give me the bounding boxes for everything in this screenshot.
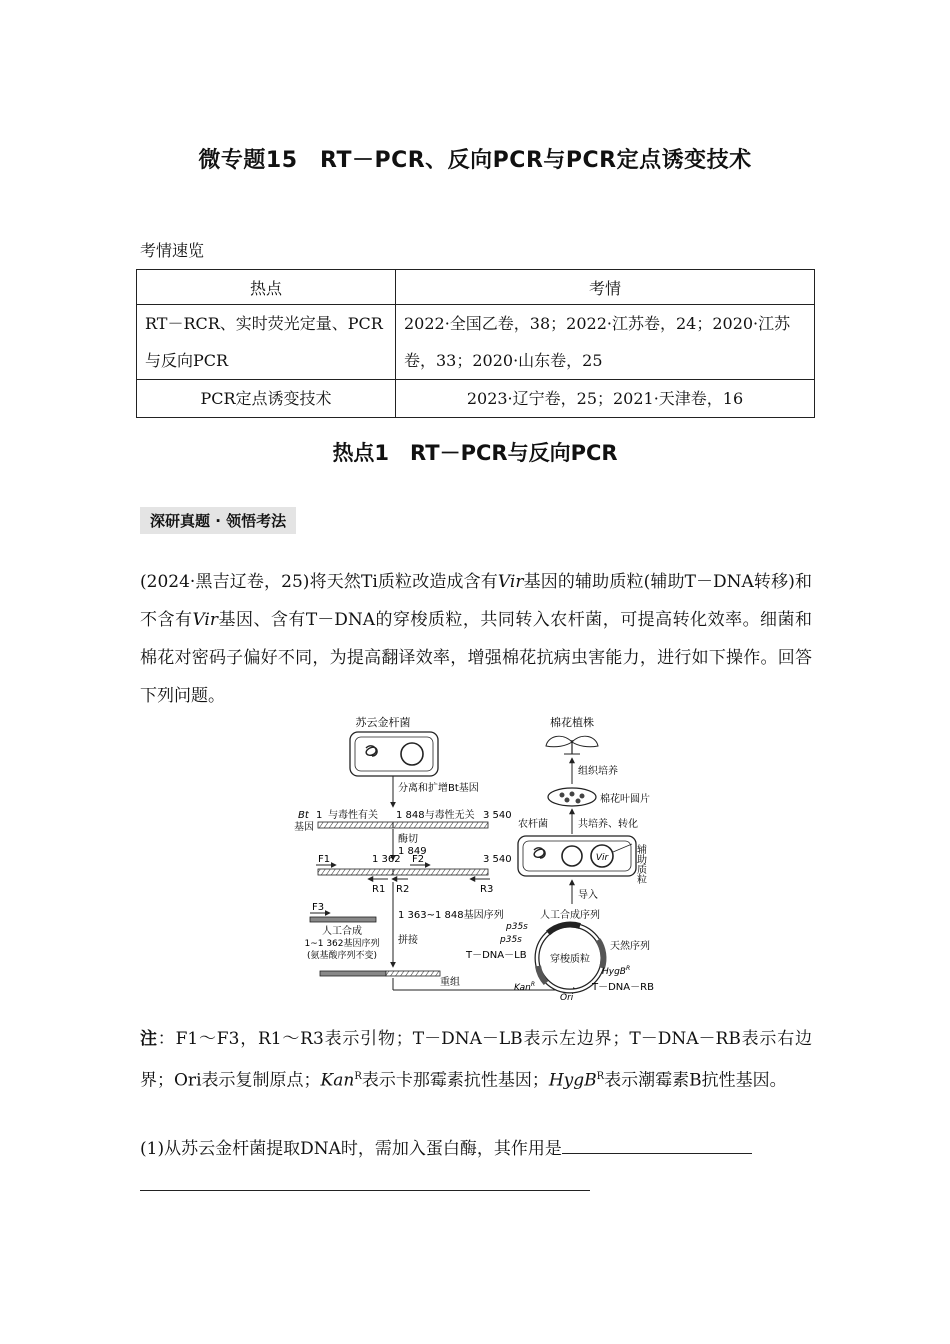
- label-ori: Ori: [560, 993, 574, 1002]
- label-import: 导入: [578, 890, 598, 901]
- label-synth: (氨基酸序列不变): [306, 951, 378, 961]
- label-p35s: p35s: [506, 922, 528, 932]
- question-stem: [140, 563, 812, 715]
- page-title: 微专题15 RT－PCR、反向PCR与PCR定点诱变技术: [198, 148, 752, 173]
- label-helper: 辅助质粒: [634, 844, 646, 884]
- label-nontoxic: 1 848与毒性无关: [396, 810, 475, 821]
- label-hygb: HygB$^R$: [602, 965, 631, 977]
- label-cotton: 棉花植株: [550, 716, 594, 729]
- pos-label: 1 362: [372, 854, 401, 865]
- recombined-gene-bar: [386, 971, 440, 976]
- label-splice: 拼接: [398, 935, 418, 946]
- label-vir: Vir: [595, 853, 609, 863]
- primer-f1: F1: [318, 854, 331, 865]
- label-tissue: 组织培养: [578, 766, 618, 777]
- overview-table: [136, 269, 815, 418]
- answer-blank[interactable]: [140, 1190, 590, 1191]
- section-tag: 深研真题 · 领悟考法: [140, 507, 296, 534]
- synth-bar: [310, 917, 376, 922]
- label-agro: 农杆菌: [518, 819, 548, 830]
- gene-vir: Vir: [497, 572, 524, 592]
- label-rb: T－DNA－RB: [592, 982, 654, 993]
- table-header-row: [137, 270, 815, 305]
- table-cell: 2023·辽宁卷，25；2021·天津卷，16: [396, 380, 815, 418]
- table-header: 热点: [137, 270, 396, 305]
- note-sup: R: [354, 1071, 362, 1082]
- label-natural-seq: 天然序列: [610, 941, 650, 952]
- table-cell: PCR定点诱变技术: [137, 380, 396, 418]
- label-step1: 分离和扩增Bt基因: [398, 783, 479, 794]
- question-1: [140, 1130, 812, 1168]
- note-hyg: HygB: [548, 1070, 597, 1091]
- cotton-plant-icon: [546, 736, 598, 754]
- note-text: 表示潮霉素B抗性基因。: [604, 1070, 787, 1091]
- pos-label: 1: [316, 810, 323, 821]
- label-toxic: 与毒性有关: [328, 810, 378, 821]
- primer-bar: [318, 869, 488, 875]
- stem-text: (2024·黑吉辽卷，25)将天然Ti质粒改造成含有: [140, 572, 498, 592]
- table-cell: 2022·全国乙卷，38；2022·江苏卷，24；2020·江苏卷，33；2020·山东卷，25: [396, 305, 815, 380]
- pos-label: 3 540: [483, 810, 512, 821]
- stem-text: 基因、含有T－DNA的穿梭质粒，共同转入农杆菌，可提高转化效率。细菌和棉花对密码子偏好不同，为提高翻译效率，增强棉花抗病虫害能力，进行如下操作。回答下列问题。: [140, 610, 813, 706]
- pos-label: 1 849: [398, 846, 427, 857]
- label-synth: 1~1 362基因序列: [304, 939, 380, 949]
- gene-vir: Vir: [192, 610, 218, 630]
- primer-f2: F2: [412, 854, 425, 865]
- label-kan: Kan$^R$: [514, 981, 535, 993]
- label-seq: 1 363~1 848基因序列: [398, 910, 504, 921]
- table-row: [137, 305, 815, 380]
- note-text: 表示卡那霉素抗性基因；: [361, 1070, 549, 1091]
- label-coculture: 共培养、转化: [578, 819, 638, 830]
- table-header: 考情: [396, 270, 815, 305]
- primer-r3: R3: [480, 884, 494, 895]
- label-enzyme: 酶切: [398, 834, 418, 845]
- dish: [350, 732, 438, 776]
- experiment-figure: [280, 712, 670, 1002]
- table-row: [137, 380, 815, 418]
- label-lb: T－DNA－LB: [466, 950, 527, 961]
- leaf-disc-dish: [548, 788, 596, 806]
- note-text: ：F1～F3，R1～R3表示引物；T－DNA－LB表示左边界；T－DNA－RB表示右边界；Ori表示复制原点；: [140, 1029, 812, 1091]
- stem-text: 基因的辅助质粒(辅助T－DNA转移)和不含有: [140, 572, 812, 630]
- label-gene: 基因: [294, 822, 314, 833]
- label-bacterium: 苏云金杆菌: [355, 716, 411, 729]
- primer-f3: F3: [312, 902, 325, 913]
- question-1-text: (1)从苏云金杆菌提取DNA时，需加入蛋白酶，其作用是: [140, 1139, 562, 1159]
- label-art-seq: 人工合成序列: [540, 910, 600, 921]
- table-cell: RT－RCR、实时荧光定量、PCR与反向PCR: [137, 305, 396, 380]
- overview-label: 考情速览: [140, 241, 205, 260]
- label-leaf-disc: 棉花叶圆片: [600, 794, 650, 805]
- label-recomb: 重组: [440, 977, 460, 988]
- shuttle-plasmid-icon: [562, 846, 582, 866]
- label-bt: Bt: [298, 810, 309, 821]
- answer-blank[interactable]: [562, 1152, 752, 1154]
- label-synth: 人工合成: [322, 926, 362, 937]
- label-shuttle: 穿梭质粒: [550, 954, 590, 965]
- primer-r1: R1: [372, 884, 386, 895]
- bt-gene-bar: [318, 822, 488, 828]
- label-p35s: p35s: [500, 935, 522, 945]
- note-kan: Kan: [320, 1070, 355, 1091]
- plasmid-icon: [401, 743, 423, 765]
- note-sup: R: [596, 1071, 605, 1082]
- section-heading: 热点1 RT－PCR与反向PCR: [332, 441, 618, 465]
- figure-note: [140, 1020, 812, 1100]
- primer-r2: R2: [396, 884, 410, 895]
- pos-label: 3 540: [483, 854, 512, 865]
- note-lead: 注: [140, 1029, 158, 1049]
